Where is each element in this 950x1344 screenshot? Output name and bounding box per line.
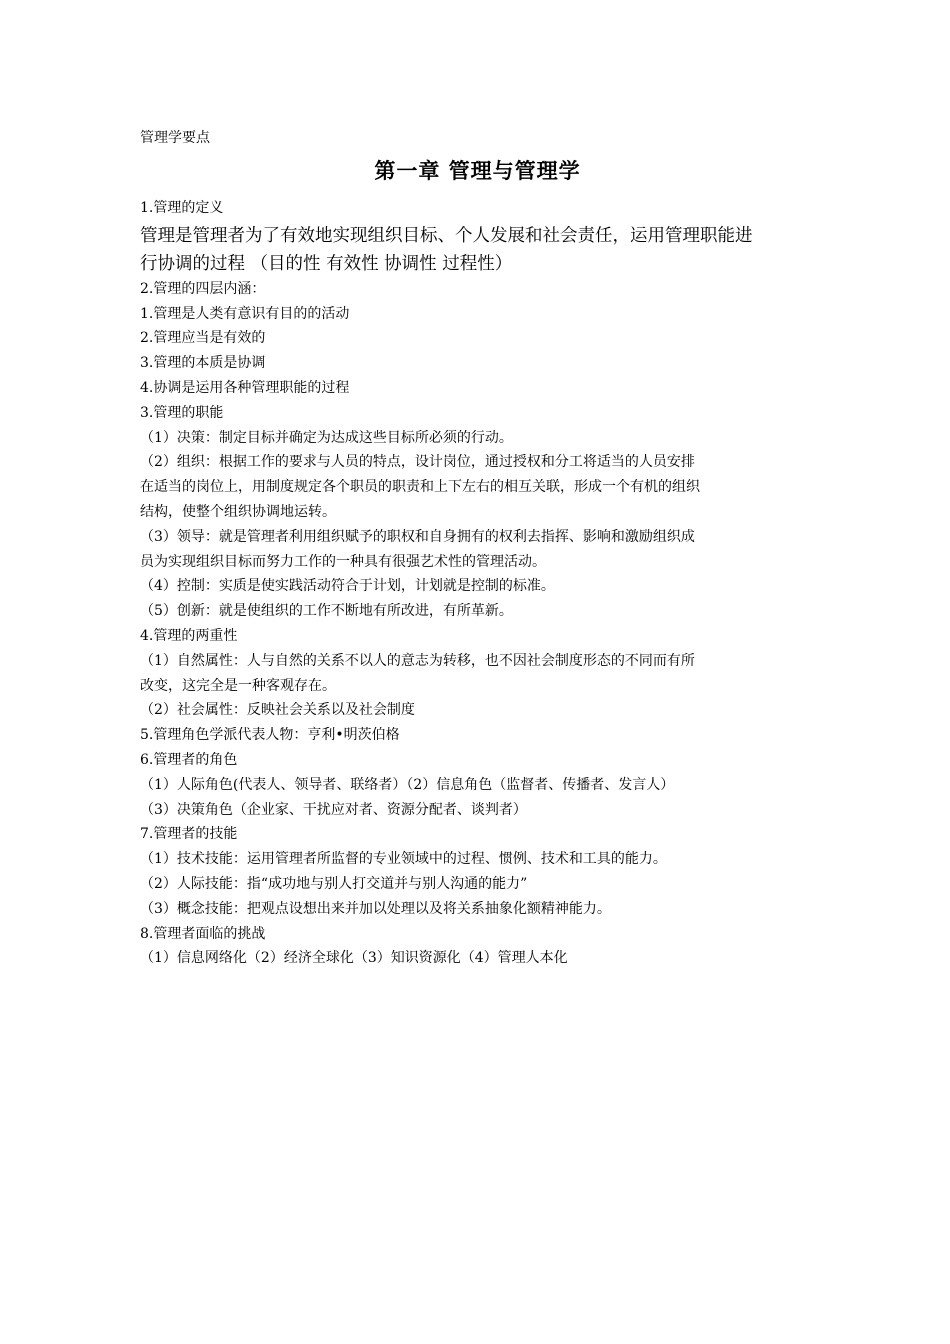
list-item: （4）控制：实质是使实践活动符合于计划，计划就是控制的标准。 bbox=[140, 578, 555, 595]
list-item: （2）社会属性：反映社会关系以及社会制度 bbox=[140, 702, 415, 719]
list-item: （1）自然属性：人与自然的关系不以人的意志为转移，也不因社会制度形态的不同而有所 bbox=[140, 652, 695, 669]
list-item-continuation: 结构，使整个组织协调地运转。 bbox=[140, 503, 336, 520]
definition-text-line-2: 行协调的过程 （目的性 有效性 协调性 过程性） bbox=[140, 253, 513, 274]
chapter-title: 第一章 管理与管理学 bbox=[374, 158, 581, 183]
list-item: （2）人际技能：指“成功地与别人打交道并与别人沟通的能力” bbox=[140, 875, 528, 892]
section-heading-role-school: 5.管理角色学派代表人物：亨利•明茨伯格 bbox=[140, 727, 400, 744]
list-item: （3）概念技能：把观点设想出来并加以处理以及将关系抽象化额精神能力。 bbox=[140, 900, 611, 917]
list-item-continuation: 员为实现组织目标而努力工作的一种具有很强艺术性的管理活动。 bbox=[140, 553, 546, 570]
section-heading-manager-roles: 6.管理者的角色 bbox=[140, 751, 238, 768]
list-item: （5）创新：就是使组织的工作不断地有所改进，有所革新。 bbox=[140, 603, 513, 620]
list-item: 1.管理是人类有意识有目的的活动 bbox=[140, 305, 350, 322]
document-label: 管理学要点 bbox=[140, 130, 210, 146]
list-item: 3.管理的本质是协调 bbox=[140, 355, 266, 372]
section-heading-definition: 1.管理的定义 bbox=[140, 200, 224, 216]
list-item: （3）领导：就是管理者利用组织赋予的职权和自身拥有的权利去指挥、影响和激励组织成 bbox=[140, 528, 695, 545]
list-item-continuation: 在适当的岗位上，用制度规定各个职员的职责和上下左右的相互关联，形成一个有机的组织 bbox=[140, 479, 700, 496]
section-heading-functions: 3.管理的职能 bbox=[140, 404, 224, 421]
list-item: （1）人际角色(代表人、领导者、联络者）（2）信息角色（监督者、传播者、发言人） bbox=[140, 776, 675, 793]
list-item: （1）决策：制定目标并确定为达成这些目标所必须的行动。 bbox=[140, 429, 513, 446]
list-item: （3）决策角色（企业家、干扰应对者、资源分配者、谈判者） bbox=[140, 801, 527, 818]
list-item: 2.管理应当是有效的 bbox=[140, 330, 266, 347]
document-content bbox=[140, 126, 815, 971]
section-heading-duality: 4.管理的两重性 bbox=[140, 627, 238, 644]
list-item: （1）技术技能：运用管理者所监督的专业领域中的过程、惯例、技术和工具的能力。 bbox=[140, 851, 667, 868]
list-item: （1）信息网络化（2）经济全球化（3）知识资源化（4）管理人本化 bbox=[140, 950, 568, 967]
section-heading-challenges: 8.管理者面临的挑战 bbox=[140, 925, 266, 942]
section-heading-four-connotations: 2.管理的四层内涵： bbox=[140, 280, 266, 297]
list-item-continuation: 改变，这完全是一种客观存在。 bbox=[140, 677, 336, 694]
definition-text-line-1: 管理是管理者为了有效地实现组织目标、个人发展和社会责任，运用管理职能进 bbox=[140, 225, 753, 246]
section-heading-manager-skills: 7.管理者的技能 bbox=[140, 826, 238, 843]
list-item: 4.协调是运用各种管理职能的过程 bbox=[140, 379, 350, 396]
list-item: （2）组织：根据工作的要求与人员的特点，设计岗位，通过授权和分工将适当的人员安排 bbox=[140, 454, 695, 471]
